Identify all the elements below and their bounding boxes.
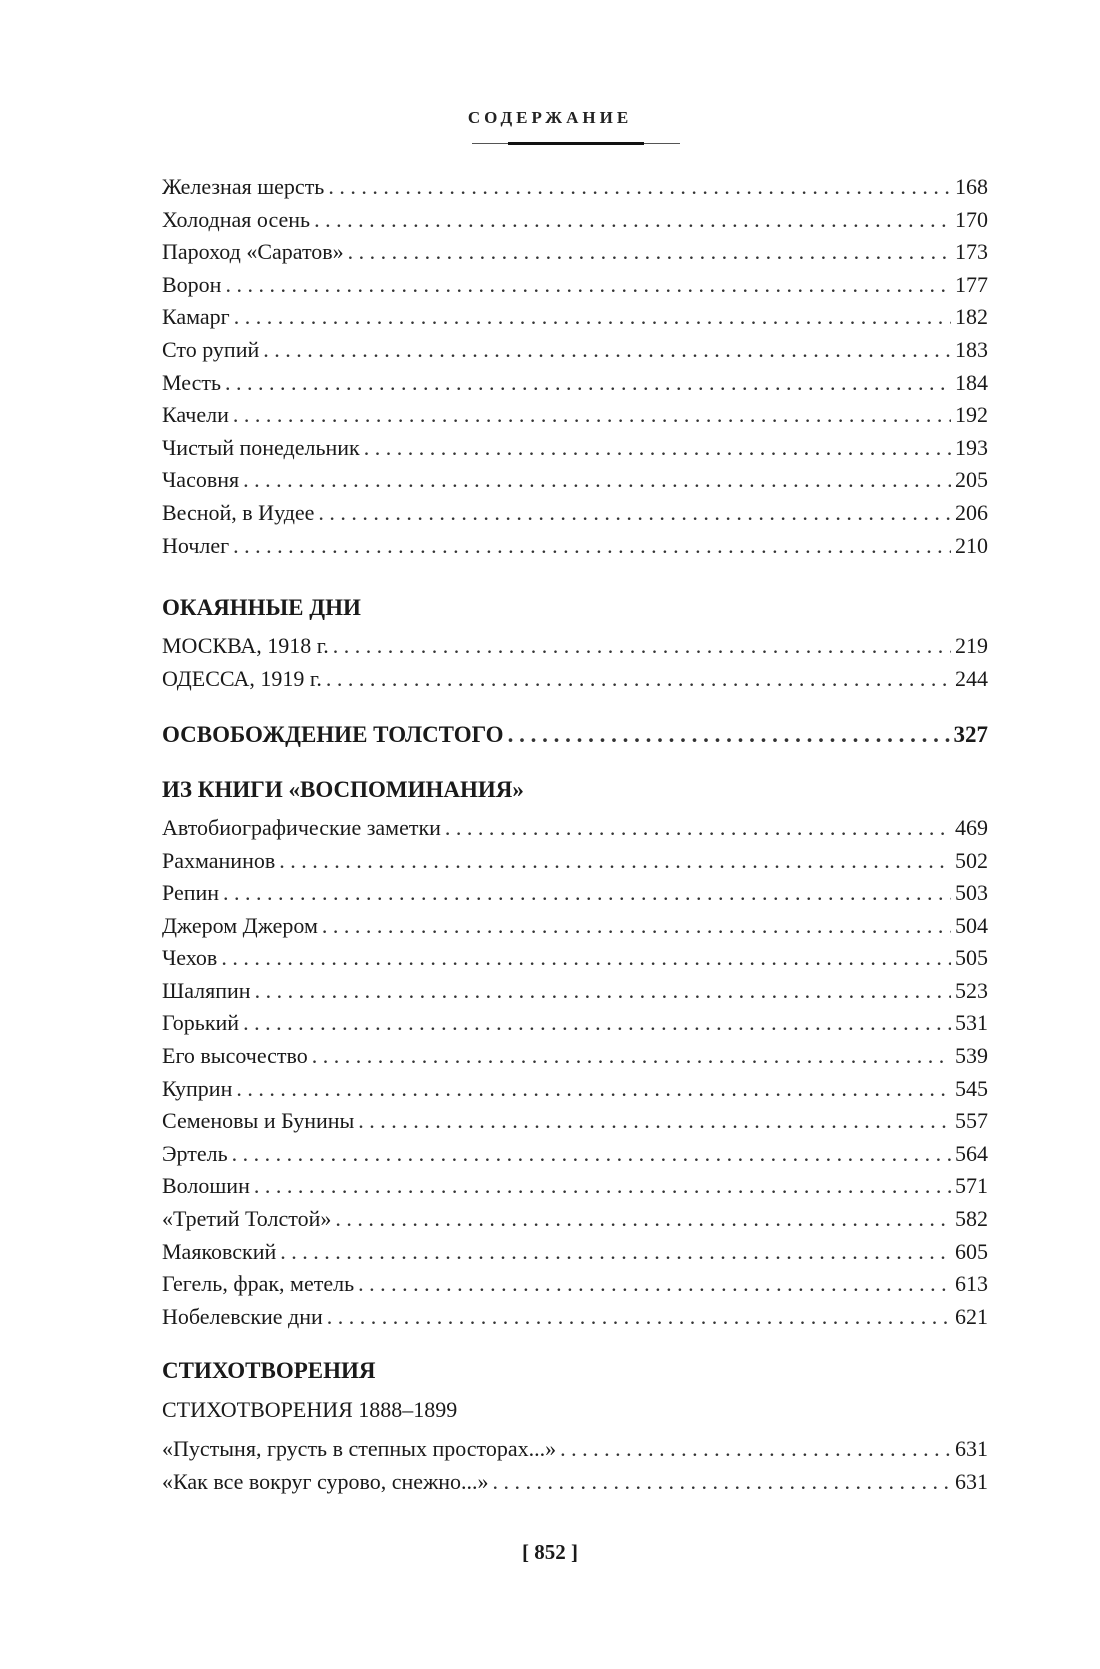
leader-dots (255, 975, 951, 1008)
leader-dots (254, 1170, 951, 1203)
section-title-stikhotvoreniya[interactable]: СТИХОТВОРЕНИЯ (162, 1358, 376, 1384)
toc-entry[interactable] (162, 497, 988, 530)
toc-entry-title: Репин (162, 880, 220, 906)
toc-entry[interactable] (162, 530, 988, 563)
leader-dots (232, 1138, 951, 1171)
toc-entry-page: 557 (955, 1108, 988, 1134)
toc-entry-page: 502 (955, 847, 988, 873)
toc-entry-page: 244 (955, 665, 988, 691)
toc-entry-title: Нобелевские дни (162, 1303, 323, 1329)
toc-entry-title: Волошин (162, 1173, 250, 1199)
toc-entry[interactable] (162, 845, 988, 878)
toc-entry-title: «Третий Толстой» (162, 1206, 332, 1232)
toc-entry-page: 613 (955, 1271, 988, 1297)
toc-entry[interactable] (162, 236, 988, 269)
toc-entry[interactable] (162, 399, 988, 432)
toc-entry-title: «Пустыня, грусть в степных просторах...» (162, 1436, 557, 1462)
toc-entry-title: Ворон (162, 271, 222, 297)
table-of-contents (162, 171, 988, 1499)
toc-entry-page: 539 (955, 1043, 988, 1069)
toc-entry-page: 505 (955, 945, 988, 971)
leader-dots (221, 942, 951, 975)
toc-entry-title: Качели (162, 402, 229, 428)
toc-entry-title: Автобиографические заметки (162, 814, 441, 840)
toc-entry[interactable] (162, 301, 988, 334)
toc-entry-title: Ночлег (162, 532, 230, 558)
toc-entry-title: ОДЕССА, 1919 г. (162, 665, 322, 691)
toc-entry-page: 173 (955, 239, 988, 265)
toc-entry-page: 605 (955, 1238, 988, 1264)
leader-dots (318, 497, 951, 530)
running-header: СОДЕРЖАНИЕ (467, 108, 633, 127)
section-title-vospominaniya[interactable]: ИЗ КНИГИ «ВОСПОМИНАНИЯ» (162, 776, 524, 802)
toc-entry-title: ОСВОБОЖДЕНИЕ ТОЛСТОГО (162, 722, 504, 748)
leader-dots (279, 845, 951, 878)
toc-entry[interactable] (162, 269, 988, 302)
toc-entry-page: 206 (955, 499, 988, 525)
toc-entry[interactable] (162, 204, 988, 237)
page-number: [ 852 ] (522, 1540, 578, 1564)
toc-entry-title: Пароход «Саратов» (162, 239, 344, 265)
toc-entry[interactable] (162, 1301, 988, 1334)
toc-entry-title: Камарг (162, 304, 230, 330)
leader-dots (236, 1073, 951, 1106)
toc-entry[interactable] (162, 1105, 988, 1138)
toc-entry-title: Куприн (162, 1075, 233, 1101)
toc-entry-page: 205 (955, 467, 988, 493)
toc-entry-page: 523 (955, 977, 988, 1003)
toc-entry[interactable] (162, 1236, 988, 1269)
toc-entry-page: 582 (955, 1206, 988, 1232)
toc-entry[interactable] (162, 1203, 988, 1236)
leader-dots (233, 399, 951, 432)
leader-dots (358, 1268, 951, 1301)
leader-dots (322, 910, 951, 943)
toc-entry[interactable] (162, 1007, 988, 1040)
leader-dots (326, 663, 951, 696)
leader-dots (333, 630, 951, 663)
toc-entry-page: 571 (955, 1173, 988, 1199)
toc-entry-title: Джером Джером (162, 912, 318, 938)
leader-dots (314, 204, 951, 237)
toc-entry-title: «Как все вокруг сурово, снежно...» (162, 1469, 489, 1494)
toc-entry-page: 168 (955, 174, 988, 199)
toc-entry-title: Сто рупий (162, 336, 260, 362)
toc-entry-page: 210 (955, 532, 988, 558)
toc-entry[interactable] (162, 942, 988, 975)
toc-entry-page: 621 (955, 1303, 988, 1329)
toc-entry[interactable] (162, 910, 988, 943)
subsection-title[interactable]: СТИХОТВОРЕНИЯ 1888–1899 (162, 1397, 458, 1423)
leader-dots (280, 1236, 951, 1269)
toc-entry-osvobozhdenie[interactable] (162, 719, 988, 752)
toc-entry[interactable] (162, 432, 988, 465)
toc-entry-page: 631 (955, 1436, 988, 1462)
toc-entry[interactable] (162, 1073, 988, 1106)
leader-dots (327, 1301, 951, 1334)
leader-dots (493, 1466, 951, 1499)
toc-entry-title: Его высочество (162, 1043, 308, 1069)
toc-entry[interactable] (162, 1138, 988, 1171)
leader-dots (312, 1040, 951, 1073)
toc-entry-title: Горький (162, 1010, 240, 1036)
toc-entry-title: Рахманинов (162, 847, 276, 873)
toc-entry-title: Холодная осень (162, 206, 311, 232)
toc-entry[interactable] (162, 1466, 988, 1499)
leader-dots (233, 530, 951, 563)
toc-entry-title: Семеновы и Бунины (162, 1108, 355, 1134)
toc-entry-title: Железная шерсть (162, 174, 325, 199)
toc-entry-page: 219 (955, 633, 988, 659)
leader-dots (243, 1007, 951, 1040)
leader-dots (234, 301, 951, 334)
toc-entry-page: 182 (955, 304, 988, 330)
toc-entry-page: 531 (955, 1010, 988, 1036)
toc-entry-page: 184 (955, 369, 988, 395)
toc-entry-page: 469 (955, 814, 988, 840)
toc-entry-page: 503 (955, 880, 988, 906)
leader-dots (445, 812, 951, 845)
leader-dots (225, 269, 951, 302)
toc-entry-title: Чистый понедельник (162, 434, 360, 460)
toc-entry-page: 170 (955, 206, 988, 232)
toc-entry[interactable] (162, 171, 988, 204)
leader-dots (508, 719, 950, 752)
toc-entry[interactable] (162, 1170, 988, 1203)
toc-entry-title: Шаляпин (162, 977, 251, 1003)
toc-group-stories (162, 171, 988, 562)
leader-dots (263, 334, 951, 367)
leader-dots (243, 464, 951, 497)
toc-entry[interactable] (162, 334, 988, 367)
toc-entry-page: 327 (953, 722, 988, 748)
toc-entry[interactable] (162, 367, 988, 400)
toc-entry[interactable] (162, 1433, 988, 1466)
toc-entry-page: 192 (955, 402, 988, 428)
toc-entry-page: 183 (955, 336, 988, 362)
toc-entry-title: Маяковский (162, 1238, 277, 1264)
leader-dots (225, 367, 951, 400)
toc-entry[interactable] (162, 975, 988, 1008)
toc-entry-title: Гегель, фрак, метель (162, 1271, 355, 1297)
toc-entry-title: МОСКВА, 1918 г. (162, 633, 329, 659)
toc-entry-title: Чехов (162, 945, 218, 971)
toc-entry-page: 631 (955, 1469, 988, 1494)
leader-dots (358, 1105, 951, 1138)
toc-entry-page: 193 (955, 434, 988, 460)
section-title-okayannye-dni[interactable]: ОКАЯННЫЕ ДНИ (162, 595, 361, 621)
toc-entry[interactable] (162, 1268, 988, 1301)
toc-entry[interactable] (162, 663, 988, 696)
toc-entry-page: 504 (955, 912, 988, 938)
toc-entry-title: Месть (162, 369, 221, 395)
leader-dots (335, 1203, 951, 1236)
leader-dots (348, 236, 951, 269)
leader-dots (364, 432, 951, 465)
leader-dots (223, 877, 951, 910)
toc-entry-page: 177 (955, 271, 988, 297)
leader-dots (328, 171, 951, 204)
toc-entry[interactable] (162, 1040, 988, 1073)
toc-entry-title: Весной, в Иудее (162, 499, 315, 525)
toc-entry[interactable] (162, 630, 988, 663)
toc-entry-title: Эртель (162, 1140, 228, 1166)
toc-entry-page: 545 (955, 1075, 988, 1101)
leader-dots (560, 1433, 951, 1466)
toc-entry[interactable] (162, 812, 988, 845)
toc-entry-page: 564 (955, 1140, 988, 1166)
toc-entry[interactable] (162, 877, 988, 910)
toc-entry[interactable] (162, 464, 988, 497)
header-rule-accent (508, 142, 644, 145)
toc-entry-title: Часовня (162, 467, 240, 493)
